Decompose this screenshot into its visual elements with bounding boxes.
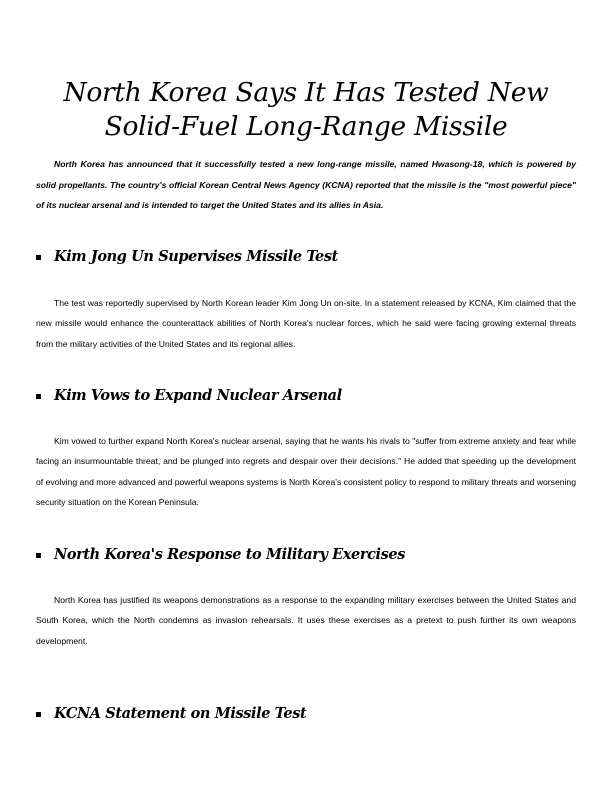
document-title: North Korea Says It Has Tested New Solid-Fuel Long-Range Missile: [63, 77, 549, 142]
section-paragraph: North Korea has justified its weapons demonstrations as a response to the expanding military exercises between the United States and South Korea, which the North condemns as invasion rehearsals. It uses these exercises as a pretext to push further its own weapons development.: [36, 595, 576, 646]
square-bullet-icon: [36, 394, 41, 399]
section-paragraph: Kim vowed to further expand North Korea's nuclear arsenal, saying that he wants his rivals to "suffer from extreme anxiety and fear while facing an insurmountable threat, and be plunged into regrets and despair over their decisions." He added that speeding up the development of evolving and more advanced and powerful weapons systems is North Korea's consistent policy to respond to military threats and worsening security situation on the Korean Peninsula.: [36, 436, 576, 507]
section-heading-text: KCNA Statement on Missile Test: [54, 705, 307, 722]
section-heading: [36, 248, 576, 266]
square-bullet-icon: [36, 255, 41, 260]
section-heading-text: Kim Vows to Expand Nuclear Arsenal: [54, 387, 342, 404]
square-bullet-icon: [36, 712, 41, 717]
section-heading: [36, 705, 576, 723]
section-heading: [36, 546, 576, 564]
section-heading-text: Kim Jong Un Supervises Missile Test: [54, 248, 338, 265]
square-bullet-icon: [36, 553, 41, 558]
lead-paragraph: North Korea has announced that it successfully tested a new long-range missile, named Hwasong-18, which is powered by solid propellants. The country's official Korean Central News Agency (KCNA) reported that the missile is the "most powerful piece" of its nuclear arsenal and is intended to target the United States and its allies in Asia.: [36, 159, 576, 210]
section-heading: [36, 387, 576, 405]
section-paragraph: The test was reportedly supervised by North Korean leader Kim Jong Un on-site. In a statement released by KCNA, Kim claimed that the new missile would enhance the counterattack abilities of North Korea's nuclear forces, which he said were facing growing external threats from the military activities of the United States and its regional allies.: [36, 298, 576, 349]
section-heading-text: North Korea's Response to Military Exercises: [54, 546, 405, 563]
